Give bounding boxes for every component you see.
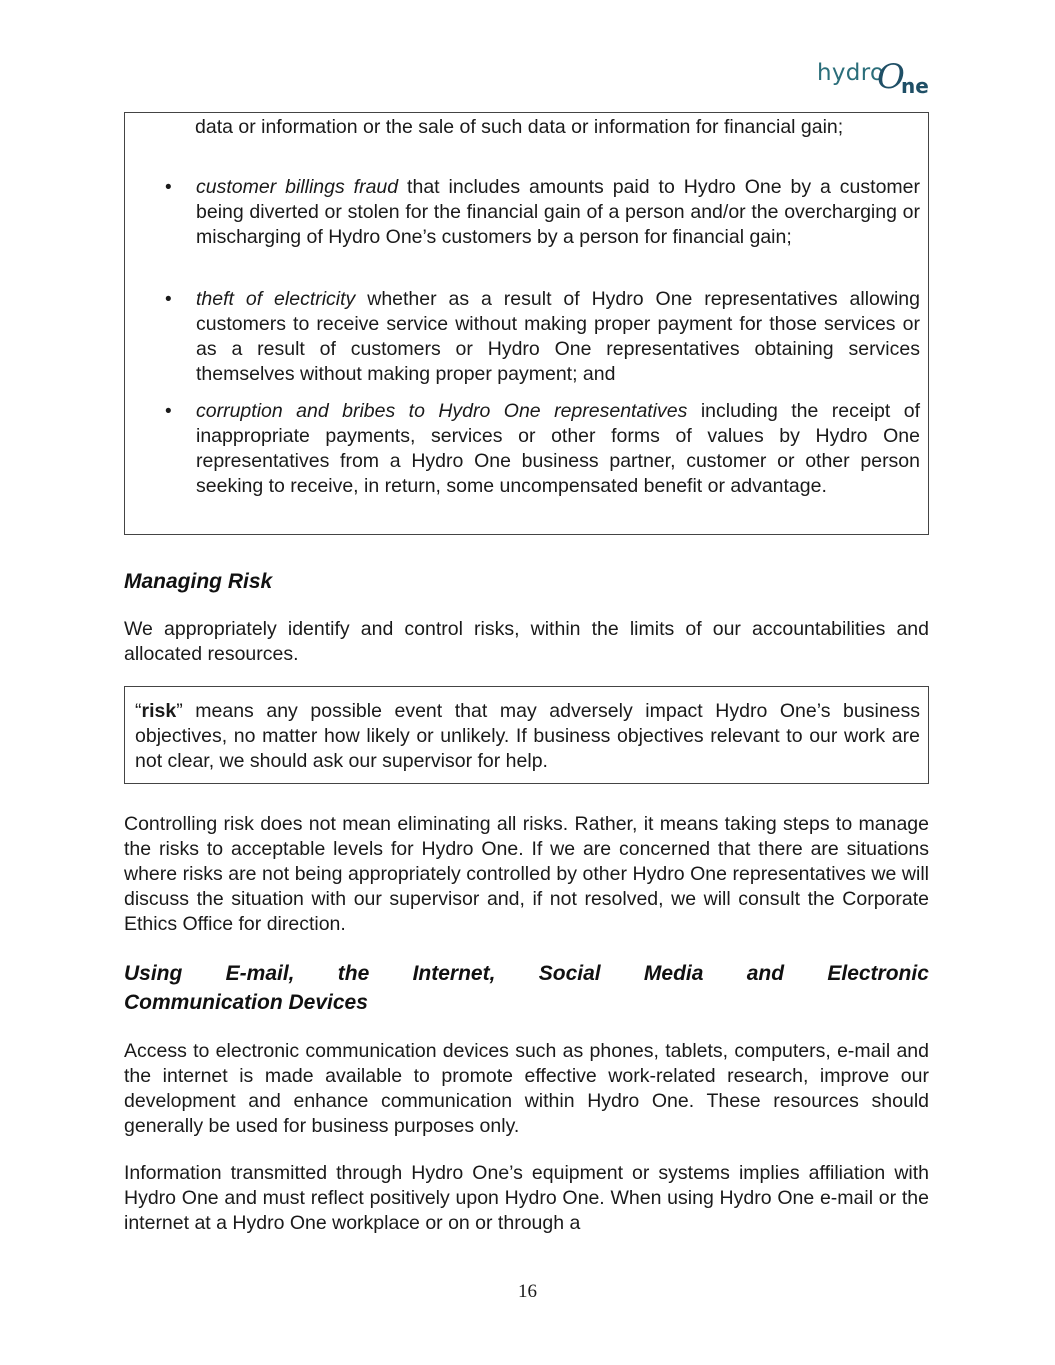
managing-risk-heading: Managing Risk [124,570,273,593]
electronic-access-paragraph: Access to electronic communication devices such as phones, tablets, computers, e-mail and the internet is made available to promote effective work-related research, improve our development and enhance communication within Hydro One. These resources should generally be used for business purposes only. [124,1040,929,1137]
continuation-text: data or information or the sale of such data or information for financial gain; [195,116,844,138]
heading-word: Using [124,962,183,985]
risk-definition-box [124,686,929,784]
risk-term: risk [141,700,177,722]
heading-word: Internet, [412,962,496,985]
managing-risk-intro: We appropriately identify and control risks, within the limits of our accountabilities and allocated resources. [124,618,929,665]
open-quote: “ [135,700,142,722]
bullet-text: including the receipt of inappropriate payments, services or other forms of values by Hydro One representatives from a Hydro One business partner, customer or other person seeking to receive, in return, some uncompensated benefit or advantage. [196,400,920,497]
hydro-one-logo [815,58,935,100]
heading-word: Social [538,962,601,985]
bullet-term: theft of electricity [196,288,356,310]
page-number: 16 [518,1281,537,1302]
logo-hydro-text: hydro [817,60,885,86]
heading-word: and [746,962,785,985]
information-transmitted-paragraph: Information transmitted through Hydro One’s equipment or systems implies affiliation with Hydro One and must reflect positively upon Hydro One. When using Hydro One e-mail or the internet at a Hydro One workplace or on or through a [124,1162,929,1234]
bullet-term: corruption and bribes to Hydro One representatives [196,400,688,422]
heading-word: the [337,962,370,985]
bullet-text: whether as a result of Hydro One representatives allowing customers to receive service without making proper payment for those services or as a result of customers or Hydro One representatives obtaining services themselves without making proper payment; and [196,288,920,385]
bullet-icon: • [165,177,172,198]
risk-definition-text: ” means any possible event that may adversely impact Hydro One’s business objectives, no matter how likely or unlikely. If business objectives relevant to our work are not clear, we should ask our supervisor for help. [135,700,920,772]
heading-word: E-mail, [225,962,295,985]
heading-word: Media [643,962,704,985]
bullet-item-theft-electricity [165,287,920,387]
logo-ne-text: ne [901,74,929,98]
heading-line-1 [124,959,929,988]
risk-definition [135,699,920,774]
bullet-item-billing-fraud [165,175,920,250]
heading-line-2: Communication Devices [124,991,368,1014]
email-internet-heading [124,959,929,1017]
heading-word: Electronic [827,962,929,985]
bullet-term: customer billings fraud [196,176,399,198]
bullet-icon: • [165,289,172,310]
bullet-item-corruption [165,399,920,499]
fraud-types-box [124,112,929,535]
controlling-risk-paragraph: Controlling risk does not mean eliminating all risks. Rather, it means taking steps to manage the risks to acceptable levels for Hydro One. If we are concerned that there are situations where risks are not being appropriately controlled by other Hydro One representatives we will discuss the situation with our supervisor and, if not resolved, we will consult the Corporate Ethics Office for direction. [124,813,929,935]
bullet-icon: • [165,401,172,422]
bullet-text: that includes amounts paid to Hydro One by a customer being diverted or stolen for the financial gain of a person and/or the overcharging or mischarging of Hydro One’s customers by a person for financial gain; [196,176,920,248]
logo-o-glyph: O [877,57,905,97]
